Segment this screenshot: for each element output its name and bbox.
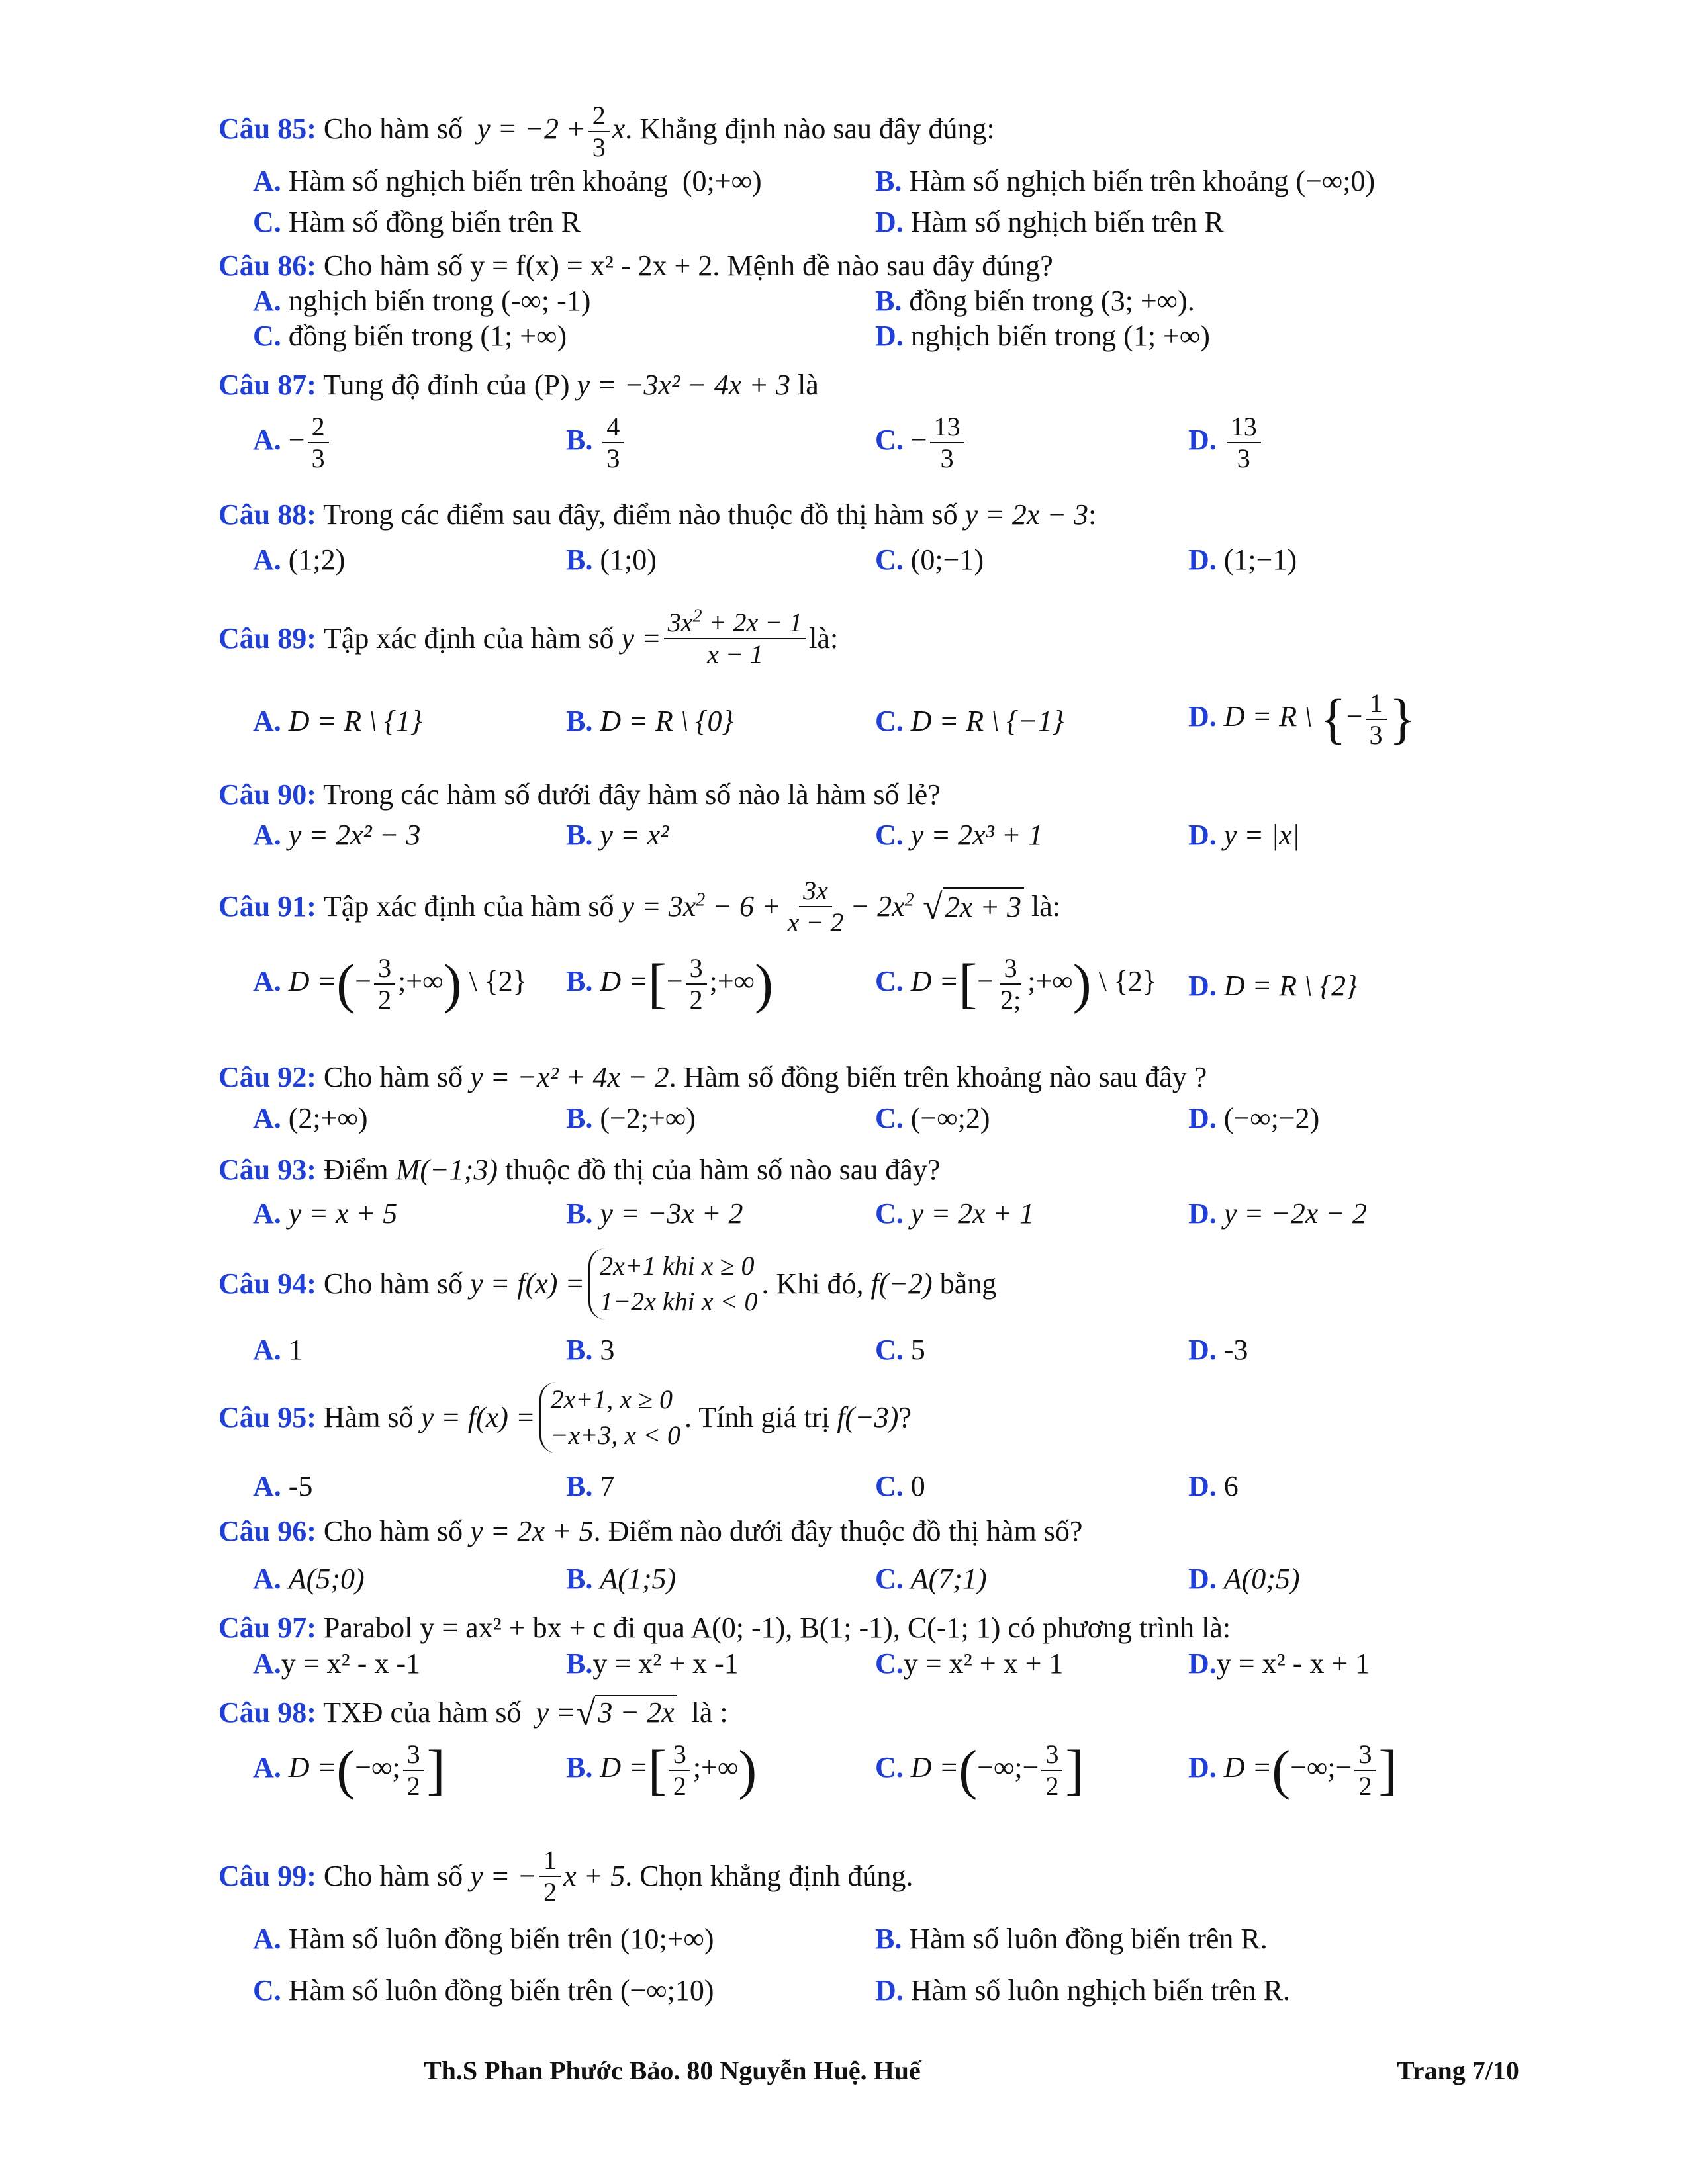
option-a[interactable]: A.y = x² - x -1 <box>253 1647 421 1680</box>
option-a[interactable]: A. -5 <box>253 1470 313 1502</box>
question-93 <box>218 1152 940 1189</box>
question-96 <box>218 1513 1082 1550</box>
math-expr: f(−2) <box>870 1267 933 1300</box>
option-d[interactable]: D. A(0;5) <box>1188 1563 1300 1595</box>
question-label: Câu 97: <box>218 1612 316 1644</box>
question-label: Câu 86: <box>218 250 316 282</box>
math-expr: y = <box>614 622 661 655</box>
option-d[interactable]: D. D = R \ {2} <box>1188 970 1358 1002</box>
option-b[interactable]: B. (1;0) <box>566 543 657 576</box>
option-b[interactable]: B. D =[− $\frac{3}{2}$ ;+∞) <box>566 953 774 1015</box>
question-91 <box>218 867 1060 946</box>
option-b[interactable]: B. đồng biến trong (3; +∞). <box>875 285 1195 317</box>
option-c[interactable]: C.y = x² + x + 1 <box>875 1647 1064 1680</box>
math-expr: M(−1;3) <box>395 1154 498 1186</box>
option-c[interactable]: C. y = 2x + 1 <box>875 1197 1035 1230</box>
option-d[interactable]: D. 6 <box>1188 1470 1239 1502</box>
option-a[interactable]: A. D =(−∞; $\frac{3}{2}$ ] <box>253 1739 445 1801</box>
piecewise-cases: 2x+1, x ≥ 0 −x+3, x < 0 <box>539 1382 680 1453</box>
option-a[interactable]: A. y = x + 5 <box>253 1197 398 1230</box>
option-d[interactable]: D.y = x² - x + 1 <box>1188 1647 1370 1680</box>
option-b[interactable]: B. 3 <box>566 1334 615 1366</box>
question-95 <box>218 1377 912 1459</box>
option-c[interactable]: C. y = 2x³ + 1 <box>875 819 1043 851</box>
question-label: Câu 92: <box>218 1061 316 1093</box>
math-expr: y = − <box>463 1860 538 1892</box>
math-expr: y = −3x² − 4x + 3 <box>577 369 791 401</box>
question-stem: TXĐ của hàm số <box>323 1696 522 1729</box>
option-c[interactable]: C. 0 <box>875 1470 925 1502</box>
question-label: Câu 87: <box>218 369 316 401</box>
option-a[interactable]: A. D =(− $\frac{3}{2}$ ;+∞) \ {2} <box>253 953 527 1015</box>
fraction: $\frac{3x}{x - 2}$ <box>787 876 844 937</box>
question-87 <box>218 367 819 404</box>
question-label: Câu 90: <box>218 778 316 811</box>
option-b[interactable]: B. 7 <box>566 1470 615 1502</box>
option-b[interactable]: B. y = −3x + 2 <box>566 1197 743 1230</box>
fraction: $\frac{1}{2}$ <box>539 1845 561 1907</box>
option-b[interactable]: B.y = x² + x -1 <box>566 1647 739 1680</box>
question-99 <box>218 1840 913 1913</box>
option-d[interactable]: D. D = R \ {− $\frac{1}{3}$ } <box>1188 688 1416 750</box>
question-label: Câu 91: <box>218 890 316 923</box>
question-label: Câu 95: <box>218 1401 316 1433</box>
question-98 <box>218 1694 728 1731</box>
question-89 <box>218 599 838 678</box>
sqrt-icon: √ <box>575 1693 596 1733</box>
option-a[interactable]: A. A(5;0) <box>253 1563 365 1595</box>
option-c[interactable]: C. − $\frac{13}{3}$ <box>875 412 967 474</box>
math-expr: y = <box>528 1696 576 1729</box>
question-label: Câu 89: <box>218 622 316 655</box>
option-d[interactable]: D. -3 <box>1188 1334 1248 1366</box>
math-expr: $y = 3x^2 - 6$ + <box>614 889 781 923</box>
question-stem: . Khẳng định nào sau đây đúng: <box>625 113 995 146</box>
option-a[interactable]: A. Hàm số nghịch biến trên khoảng (0;+∞) <box>253 165 762 197</box>
question-86 <box>218 248 1053 285</box>
question-stem: Cho hàm số <box>323 1267 463 1300</box>
question-label: Câu 93: <box>218 1154 316 1186</box>
option-d[interactable]: D. $\frac{13}{3}$ <box>1188 412 1264 474</box>
question-stem: Cho hàm số y = f(x) = x² - 2x + 2. Mệnh đề nào sau đây đúng? <box>323 250 1053 282</box>
option-a[interactable]: A. Hàm số luôn đồng biến trên (10;+∞) <box>253 1923 714 1955</box>
sqrt-icon: √ <box>914 887 943 927</box>
piecewise-cases: 2x+1 khi x ≥ 0 1−2x khi x < 0 <box>588 1248 757 1320</box>
question-stem: Cho hàm số <box>323 113 463 146</box>
option-b[interactable]: B. A(1;5) <box>566 1563 677 1595</box>
question-85 <box>218 101 995 163</box>
math-expr: 3 − 2x <box>595 1695 677 1729</box>
question-stem: thuộc đồ thị của hàm số nào sau đây? <box>504 1154 941 1186</box>
option-a[interactable]: A. D = R \ {1} <box>253 705 422 737</box>
question-label: Câu 94: <box>218 1267 316 1300</box>
question-label: Câu 88: <box>218 498 316 531</box>
question-stem: Trong các điểm sau đây, điểm nào thuộc đồ thị hàm số <box>323 498 958 531</box>
fraction: $\frac{2}{3}$ <box>588 101 610 163</box>
question-stem: Cho hàm số <box>323 1061 463 1093</box>
option-c[interactable]: C. (−∞;2) <box>875 1102 990 1134</box>
question-stem: Tập xác định của hàm số <box>323 890 614 923</box>
question-stem: bằng <box>939 1267 997 1300</box>
option-d[interactable]: D. y = |x| <box>1188 819 1300 851</box>
question-90 <box>218 776 941 813</box>
option-d[interactable]: D. (−∞;−2) <box>1188 1102 1320 1134</box>
question-label: Câu 85: <box>218 113 316 146</box>
question-label: Câu 99: <box>218 1860 316 1892</box>
option-d[interactable]: D. Hàm số nghịch biến trên R <box>875 206 1224 238</box>
question-stem: Cho hàm số <box>323 1860 463 1892</box>
question-stem: . Tính giá trị <box>684 1401 830 1433</box>
option-c[interactable]: C. D = R \ {−1} <box>875 705 1064 737</box>
option-c[interactable]: C. đồng biến trong (1; +∞) <box>253 320 567 352</box>
fraction: $\frac{3x^2 + 2x - 1}{x - 1}$ <box>664 608 807 670</box>
option-a[interactable]: A. (1;2) <box>253 543 346 576</box>
math-expr: − $2x^2$ <box>850 889 914 923</box>
option-d[interactable]: D. Hàm số luôn nghịch biến trên R. <box>875 1974 1290 2007</box>
question-stem: là: <box>809 622 839 655</box>
math-var: x <box>612 113 626 146</box>
option-a[interactable]: A. − $\frac{2}{3}$ <box>253 412 332 474</box>
question-94 <box>218 1243 996 1325</box>
option-c[interactable]: C. Hàm số đồng biến trên R <box>253 206 581 238</box>
option-c[interactable]: C. D =(−∞;− $\frac{3}{2}$ ] <box>875 1739 1084 1801</box>
option-b[interactable]: B. (−2;+∞) <box>566 1102 696 1134</box>
option-c[interactable]: C. D =[− $\frac{3}{2;}$ ;+∞) \ {2} <box>875 953 1157 1015</box>
option-c[interactable]: C. A(7;1) <box>875 1563 987 1595</box>
question-88 <box>218 496 1096 533</box>
question-stem: . Điểm nào dưới đây thuộc đồ thị hàm số? <box>593 1515 1083 1547</box>
option-b[interactable]: B. $\frac{4}{3}$ <box>566 412 626 474</box>
question-stem: Parabol y = ax² + bx + c đi qua A(0; -1), B(1; -1), C(-1; 1) có phương trình là: <box>323 1612 1231 1644</box>
math-expr: y = 2x + 5 <box>470 1515 594 1547</box>
math-expr: y = f(x) = <box>413 1401 536 1433</box>
math-expr: y = 2x − 3 <box>964 498 1089 531</box>
option-a[interactable]: A. 1 <box>253 1334 303 1366</box>
option-d[interactable]: D. D =(−∞;− $\frac{3}{2}$ ] <box>1188 1739 1397 1801</box>
footer-author: Th.S Phan Phước Bảo. 80 Nguyễn Huệ. Huế <box>424 2056 921 2085</box>
question-stem: Điểm <box>323 1154 389 1186</box>
question-stem: . Khi đó, <box>761 1267 864 1300</box>
question-97 <box>218 1610 1231 1647</box>
math-expr: f(−3) <box>837 1401 899 1433</box>
question-stem: ? <box>898 1401 912 1433</box>
question-stem: Trong các hàm số dưới đây hàm số nào là hàm số lẻ? <box>323 778 941 811</box>
question-stem: : <box>1088 498 1097 531</box>
question-label: Câu 96: <box>218 1515 316 1547</box>
option-a[interactable]: A. (2;+∞) <box>253 1102 368 1134</box>
question-stem: Hàm số <box>323 1401 414 1433</box>
question-stem: là: <box>1031 890 1061 923</box>
question-stem: là <box>798 369 819 401</box>
math-expr: y = −2 + <box>470 113 586 146</box>
option-a[interactable]: A. y = 2x² − 3 <box>253 819 421 851</box>
math-expr: x + 5 <box>563 1860 626 1892</box>
question-label: Câu 98: <box>218 1696 316 1729</box>
footer-page-number: Trang 7/10 <box>1397 2056 1519 2085</box>
option-d[interactable]: D. (1;−1) <box>1188 543 1297 576</box>
question-stem: Tung độ đỉnh của (P) <box>323 369 570 401</box>
option-c[interactable]: C. (0;−1) <box>875 543 984 576</box>
option-b[interactable]: B. Hàm số luôn đồng biến trên R. <box>875 1923 1268 1955</box>
option-b[interactable]: B. y = x² <box>566 819 669 851</box>
question-92 <box>218 1059 1207 1096</box>
math-expr: y = f(x) = <box>463 1267 585 1300</box>
question-stem: . Hàm số đồng biến trên khoảng nào sau đây ? <box>669 1061 1207 1093</box>
option-b[interactable]: B. Hàm số nghịch biến trên khoảng (−∞;0) <box>875 165 1376 197</box>
math-expr: 2x + 3 <box>943 887 1024 926</box>
question-stem: Tập xác định của hàm số <box>323 622 614 655</box>
option-d[interactable]: D. y = −2x − 2 <box>1188 1197 1367 1230</box>
option-c[interactable]: C. Hàm số luôn đồng biến trên (−∞;10) <box>253 1974 714 2007</box>
question-stem: Cho hàm số <box>323 1515 463 1547</box>
question-stem: là : <box>691 1696 728 1729</box>
math-expr: y = −x² + 4x − 2 <box>470 1061 669 1093</box>
option-c[interactable]: C. 5 <box>875 1334 925 1366</box>
question-stem: . Chọn khẳng định đúng. <box>625 1860 914 1892</box>
option-d[interactable]: D. nghịch biến trong (1; +∞) <box>875 320 1210 352</box>
option-b[interactable]: B. D = R \ {0} <box>566 705 734 737</box>
option-b[interactable]: B. D =[ $\frac{3}{2}$ ;+∞) <box>566 1739 757 1801</box>
option-a[interactable]: A. nghịch biến trong (-∞; -1) <box>253 285 591 317</box>
